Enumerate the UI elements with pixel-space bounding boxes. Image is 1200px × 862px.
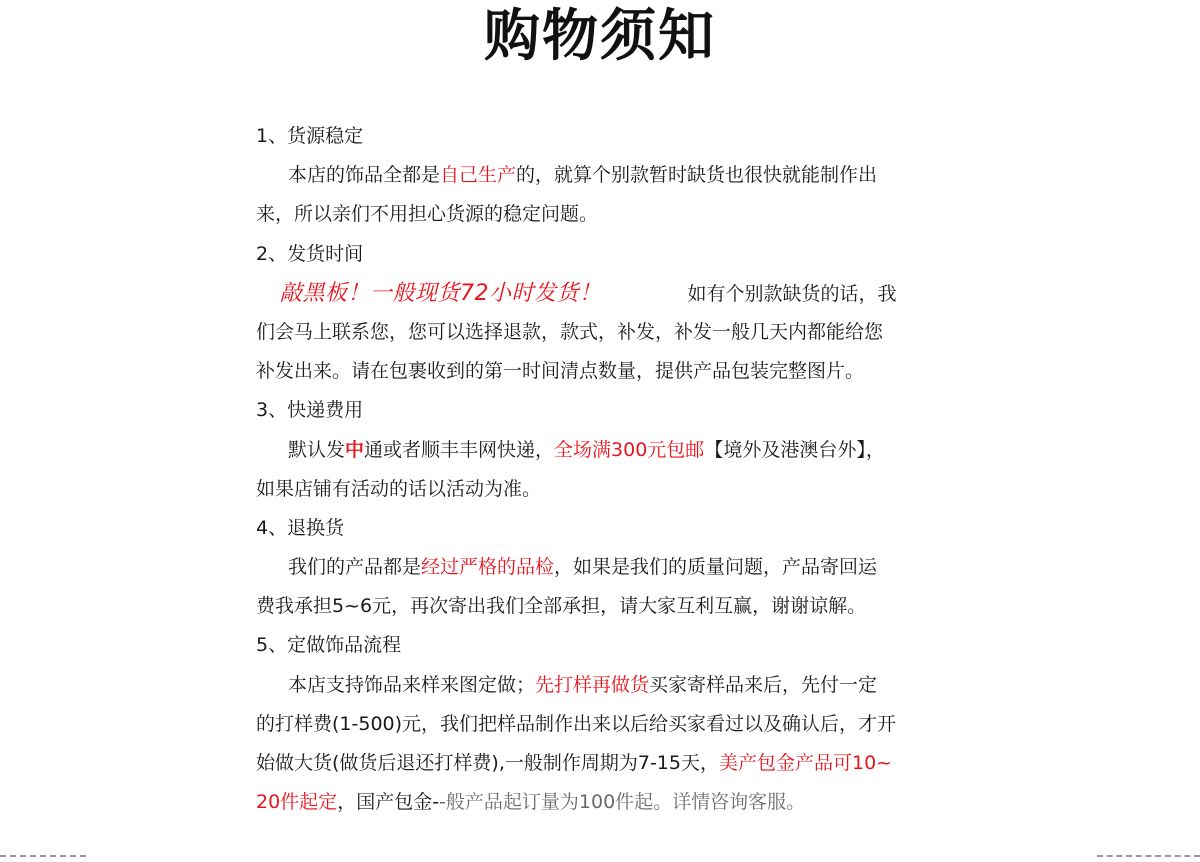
section-1-text: 的，就算个别款暂时缺货也很快就能制作出 (516, 164, 878, 187)
section-1-line-2: 来，所以亲们不用担心货源的稳定问题。 (256, 203, 599, 226)
section-2-line-2: 们会马上联系您，您可以选择退款，款式，补发，补发一般几天内都能给您 (256, 320, 884, 343)
left-edge-divider (0, 855, 86, 857)
section-3-text: 【境外及港澳台外】， (704, 438, 885, 461)
section-1-text: 本店的饰品全都是 (288, 164, 441, 187)
section-5-faint-text: -般产品起订量为100件起。详情咨询客服。 (439, 791, 806, 814)
section-1-line-1 (256, 156, 946, 195)
section-4-line-2: 费我承担5~6元，再次寄出我们全部承担，请大家互利互赢，谢谢谅解。 (256, 595, 867, 618)
section-4-text: ，如果是我们的质量问题，产品寄回运 (554, 556, 878, 579)
section-5-heading: 5、定做饰品流程 (256, 634, 402, 657)
section-3-heading: 3、快递费用 (256, 399, 364, 422)
shipping-slogan: 敲黑板！一般现货72小时发货！ (280, 280, 602, 306)
notice-body (256, 117, 946, 822)
section-5-text: 本店支持饰品来样来图定做； (288, 673, 536, 696)
gold-plated-highlight: 美产包金产品可10~ (719, 752, 893, 774)
section-2-line-1 (256, 274, 946, 313)
quality-check-highlight: 经过严格的品检 (421, 556, 555, 579)
section-1-highlight: 自己生产 (440, 164, 517, 187)
section-5-line-4 (256, 783, 946, 822)
right-edge-divider (1097, 855, 1200, 857)
free-shipping-highlight: 全场满300元包邮 (554, 438, 705, 461)
page-title: 购物须知 (484, 4, 716, 69)
section-3-text: 通或者顺丰丰网快递， (364, 438, 555, 461)
section-5-line-3 (256, 744, 946, 783)
section-1-heading: 1、货源稳定 (256, 125, 364, 147)
section-2-text: 如有个别款缺货的话，我 (687, 282, 897, 305)
section-3-highlight-char: 中 (345, 438, 365, 461)
section-3-line-2: 如果店铺有活动的话以活动为准。 (256, 477, 542, 500)
section-5-text: 买家寄样品来后，先付一定 (649, 673, 878, 696)
section-3-text: 默认发 (288, 438, 346, 461)
sample-first-highlight: 先打样再做货 (535, 673, 650, 696)
section-4-heading: 4、退换货 (256, 516, 345, 539)
min-order-highlight: 20件起定 (256, 791, 338, 814)
section-5-line-1 (256, 666, 946, 705)
section-5-text: ，国产包金- (337, 791, 440, 814)
section-4-text: 我们的产品都是 (288, 556, 422, 579)
section-4-line-1 (256, 548, 946, 587)
section-3-line-1 (256, 431, 946, 470)
section-5-line-2: 的打样费(1-500)元，我们把样品制作出来以后给买家看过以及确认后，才开 (256, 712, 897, 735)
section-5-text: 始做大货(做货后退还打样费),一般制作周期为7-15天， (256, 752, 719, 774)
section-2-heading: 2、发货时间 (256, 242, 364, 265)
section-2-line-3: 补发出来。请在包裹收到的第一时间清点数量，提供产品包装完整图片。 (256, 360, 865, 383)
